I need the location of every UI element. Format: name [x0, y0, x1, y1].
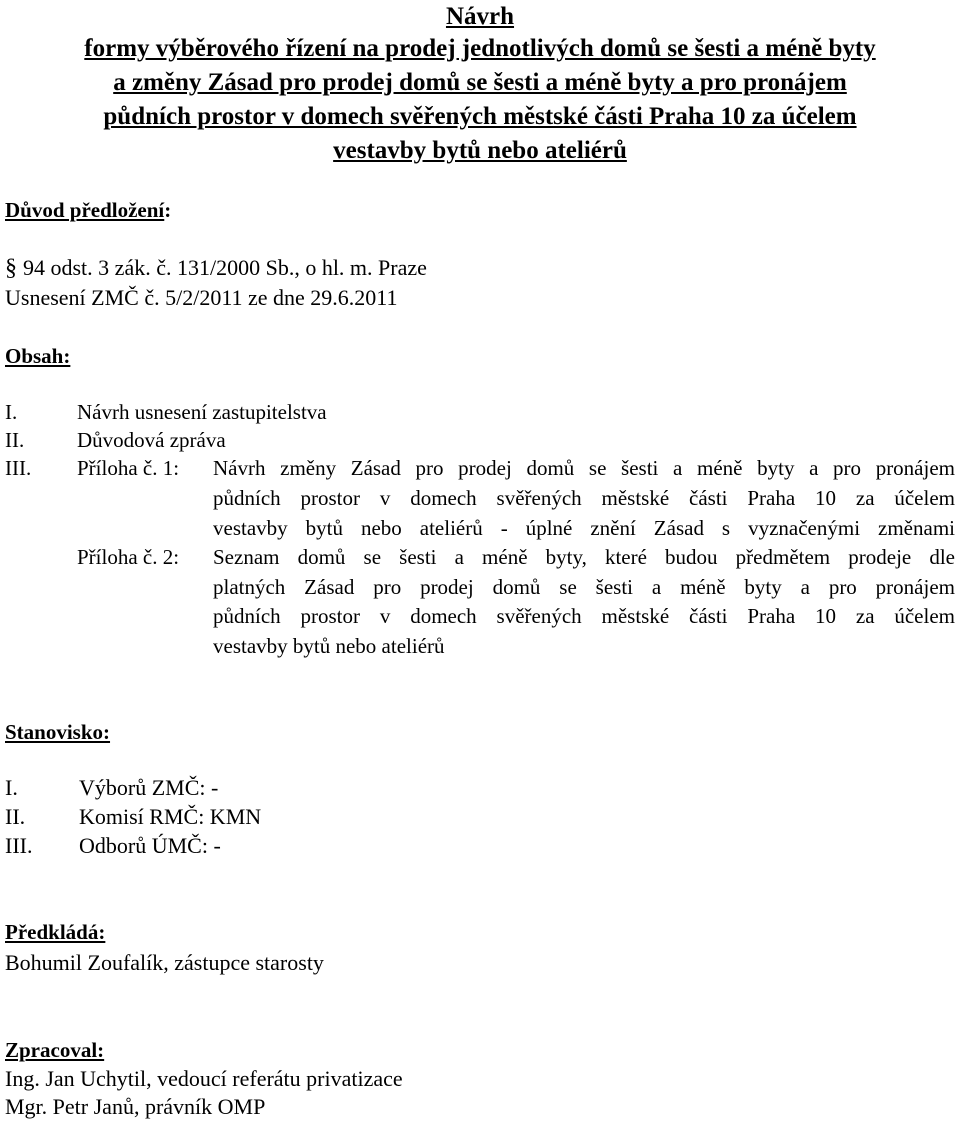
stanovisko-heading: Stanovisko: — [5, 720, 111, 744]
stanovisko-item: III. Odborů ÚMČ: - — [5, 833, 221, 858]
zpracoval-line: Ing. Jan Uchytil, vedoucí referátu privatizace — [5, 1066, 403, 1091]
attachment-2-label: Příloha č. 2: — [77, 545, 180, 569]
attachment-1-line: Návrh změny Zásad pro prodej domů se šesti a méně byty a pro pronájem — [213, 456, 955, 480]
attachment-2-line: Seznam domů se šesti a méně byty, které budou předmětem prodeje dle — [213, 545, 955, 569]
attachment-1-label: Příloha č. 1: — [77, 456, 180, 480]
stanovisko-item: II. Komisí RMČ: KMN — [5, 804, 262, 829]
predklada-line: Bohumil Zoufalík, zástupce starosty — [5, 950, 324, 975]
duvod-heading: Důvod předložení: — [5, 198, 172, 222]
title-line-5: vestavby bytů nebo ateliérů — [333, 137, 627, 164]
title-line-2: formy výběrového řízení na prodej jednotlivých domů se šesti a méně byty — [84, 35, 876, 62]
attachment-2-line: platných Zásad pro prodej domů se šesti a méně byty a pro pronájem — [213, 575, 955, 599]
duvod-line-2: Usnesení ZMČ č. 5/2/2011 ze dne 29.6.2011 — [5, 285, 398, 310]
document-title — [0, 0, 960, 168]
obsah-item: I. Návrh usnesení zastupitelstva — [5, 400, 327, 424]
title-line-3: a změny Zásad pro prodej domů se šesti a méně byty a pro pronájem — [113, 69, 847, 96]
title-line-4: půdních prostor v domech svěřených městské části Praha 10 za účelem — [103, 103, 857, 130]
predklada-heading: Předkládá: — [5, 920, 106, 944]
attachment-1-line: půdních prostor v domech svěřených městské části Praha 10 za účelem — [213, 486, 955, 510]
attachment-2-line: vestavby bytů nebo ateliérů — [213, 634, 445, 658]
paragraph-sign: § — [5, 255, 17, 281]
stanovisko-item: I. Výborů ZMČ: - — [5, 775, 219, 800]
obsah-item: III. — [5, 456, 32, 480]
obsah-heading: Obsah: — [5, 344, 71, 368]
zpracoval-heading: Zpracoval: — [5, 1038, 105, 1062]
title-line-1: Návrh — [445, 3, 515, 30]
attachment-2-line: půdních prostor v domech svěřených městské části Praha 10 za účelem — [213, 604, 955, 628]
duvod-line-1: § 94 odst. 3 zák. č. 131/2000 Sb., o hl. m. Praze — [5, 255, 427, 281]
attachment-1-line: vestavby bytů nebo ateliérů - úplné znění Zásad s vyznačenými změnami — [213, 516, 955, 540]
zpracoval-line: Mgr. Petr Janů, právník OMP — [5, 1094, 266, 1119]
obsah-item: II. Důvodová zpráva — [5, 428, 226, 452]
